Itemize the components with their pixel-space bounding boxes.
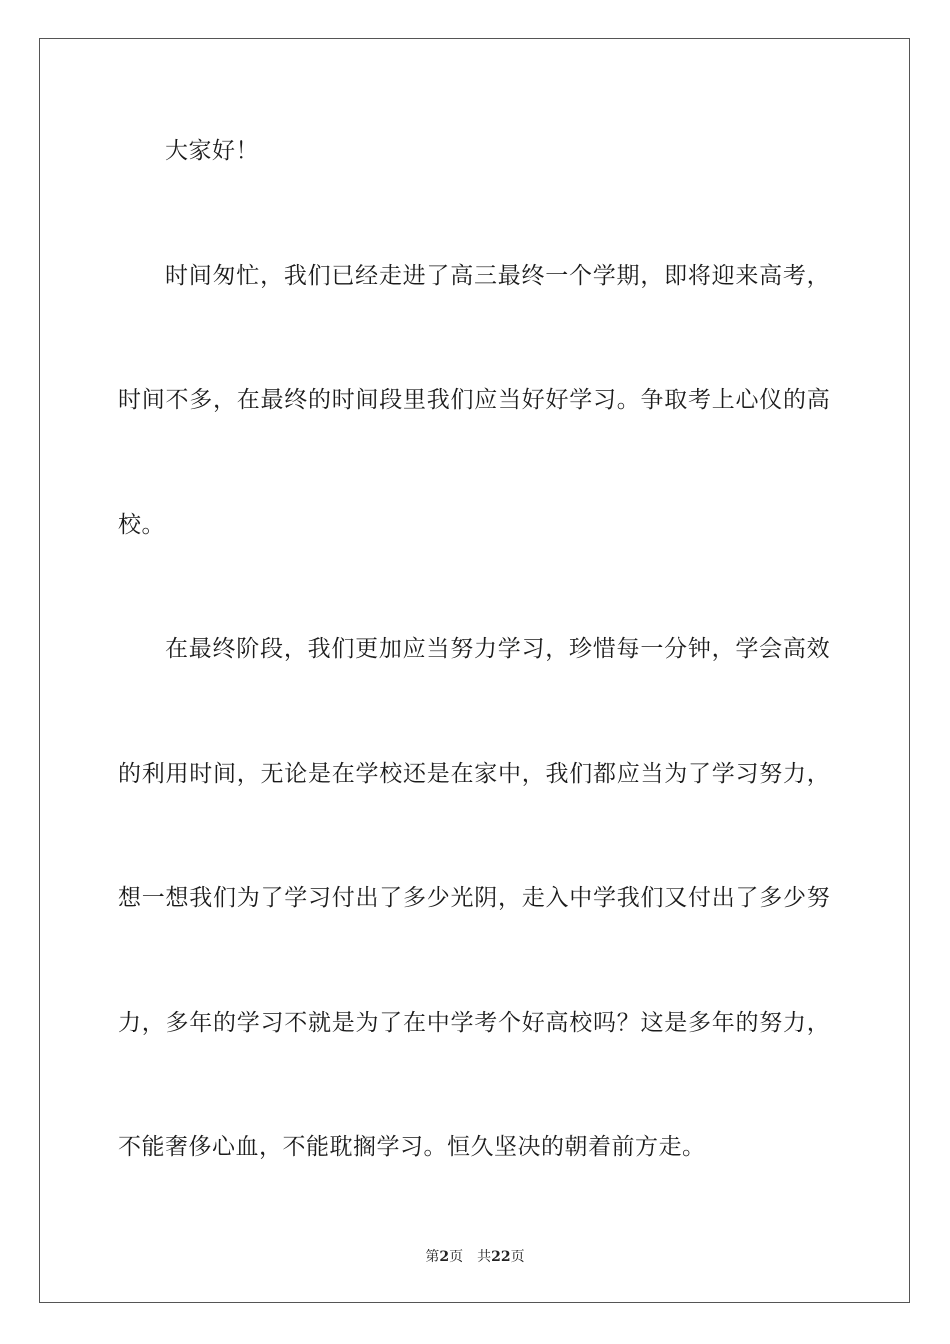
greeting-line: 大家好！ (165, 138, 259, 164)
text-line: 力 ， 多 年 的 学 习 不 就 是 为 了 在 中 学 考 个 好 高 校 吗 ？ 这 是 多 年 的 努 力 ， (118, 1010, 830, 1036)
text-line: 的 利 用 时 间 ， 无 论 是 在 学 校 还 是 在 家 中 ， 我 们 都 应 当 为 了 学 习 努 力 ， (118, 761, 830, 787)
text-line: 在 最 终 阶 段 ， 我 们 更 加 应 当 努 力 学 习 ， 珍 惜 每 一 分 钟 ， 学 会 高 效 (165, 636, 830, 662)
text-line: 时 间 匆 忙 ， 我 们 已 经 走 进 了 高 三 最 终 一 个 学 期 ， 即 将 迎 来 高 考 ， (165, 263, 830, 289)
text-line: 想 一 想 我 们 为 了 学 习 付 出 了 多 少 光 阴 ， 走 入 中 学 我 们 又 付 出 了 多 少 努 (118, 885, 830, 911)
total-pages: 22 (491, 1249, 511, 1265)
total-suffix: 页 (510, 1249, 525, 1265)
page-prefix: 第 (425, 1249, 440, 1265)
page-border (39, 38, 910, 1303)
total-prefix: 共 (477, 1249, 492, 1265)
text-line: 时 间 不 多 ， 在 最 终 的 时 间 段 里 我 们 应 当 好 好 学 习 。 争 取 考 上 心 仪 的 高 (118, 387, 830, 413)
page-number: 2 (439, 1249, 450, 1265)
text-line: 不能奢侈心血，不能耽搁学习。恒久坚决的朝着前方走。 (118, 1134, 706, 1160)
page-footer (0, 1248, 950, 1266)
text-line: 校。 (118, 512, 165, 538)
page-suffix: 页 (449, 1249, 464, 1265)
